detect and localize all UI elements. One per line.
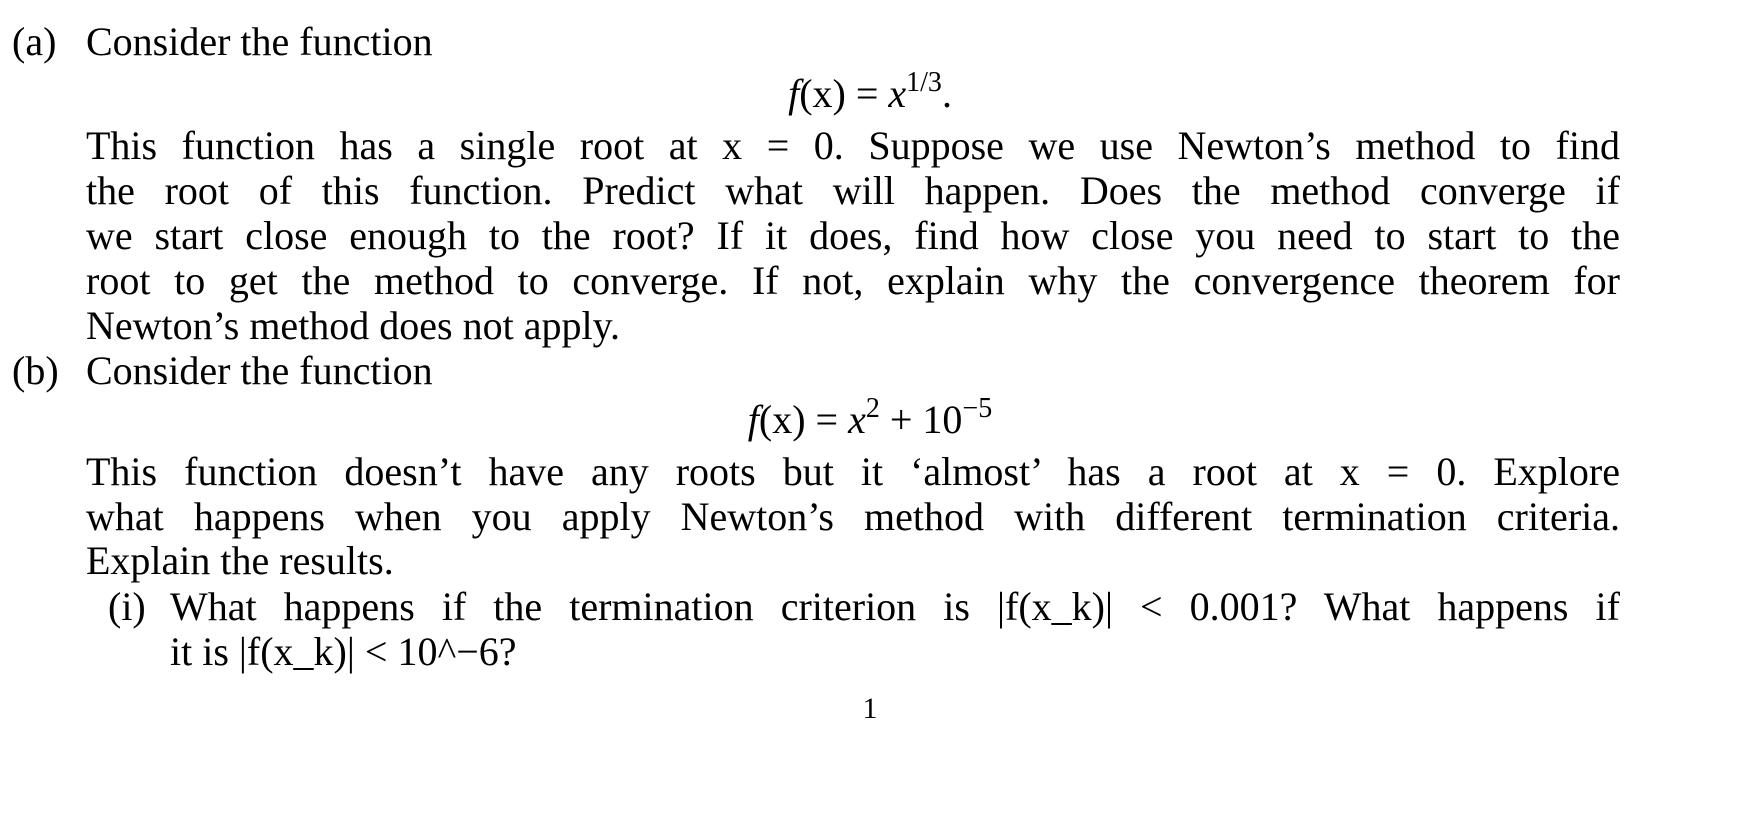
part-a-para-line-4: root to get the method to converge. If not, explain why the convergence theorem for [86,258,1620,303]
part-a-equation [0,67,1740,116]
eq-b-exp2: −5 [962,393,993,424]
eq-a-eq: = [845,71,889,116]
part-a-para-line-1: This function has a single root at x = 0. Suppose we use Newton’s method to find [86,123,1620,168]
eq-a-tail: . [941,71,952,116]
part-a-para-line-5: Newton’s method does not apply. [86,303,621,348]
page-number: 1 [862,692,878,725]
eq-a-base: x [888,71,907,116]
eq-b-lhs: f [747,397,759,442]
eq-b-exp: 2 [865,393,880,424]
part-b-para-line-2: what happens when you apply Newton’s method with different termination criteria. [86,494,1620,539]
eq-b-eq: = [805,397,849,442]
eq-a-lhs: f [788,71,800,116]
part-a-para-line-2: the root of this function. Predict what will happen. Does the method converge if [86,168,1620,213]
part-b-label: (b) [12,348,59,393]
eq-b-plus: + 10 [879,397,963,442]
part-b-intro: Consider the function [86,348,433,393]
eq-a-exp: 1/3 [906,67,942,98]
part-a-para-line-3: we start close enough to the root? If it does, find how close you need to start to the [86,213,1620,258]
eq-b-base: x [848,397,866,442]
part-a-label: (a) [12,19,57,64]
part-a-intro: Consider the function [86,19,433,64]
eq-a-arg: (x) [799,71,846,116]
eq-b-arg: (x) [758,397,806,442]
sub-i-line-1: What happens if the termination criterion is |f(x_k)| < 0.001? What happens if [170,584,1620,629]
part-b-para-line-3: Explain the results. [86,538,394,583]
part-b-para-line-1: This function doesn’t have any roots but it ‘almost’ has a root at x = 0. Explore [86,449,1620,494]
sub-i-line-2: it is |f(x_k)| < 10^−6? [170,629,517,674]
sub-i-label: (i) [108,584,146,629]
part-b-equation [0,393,1740,442]
